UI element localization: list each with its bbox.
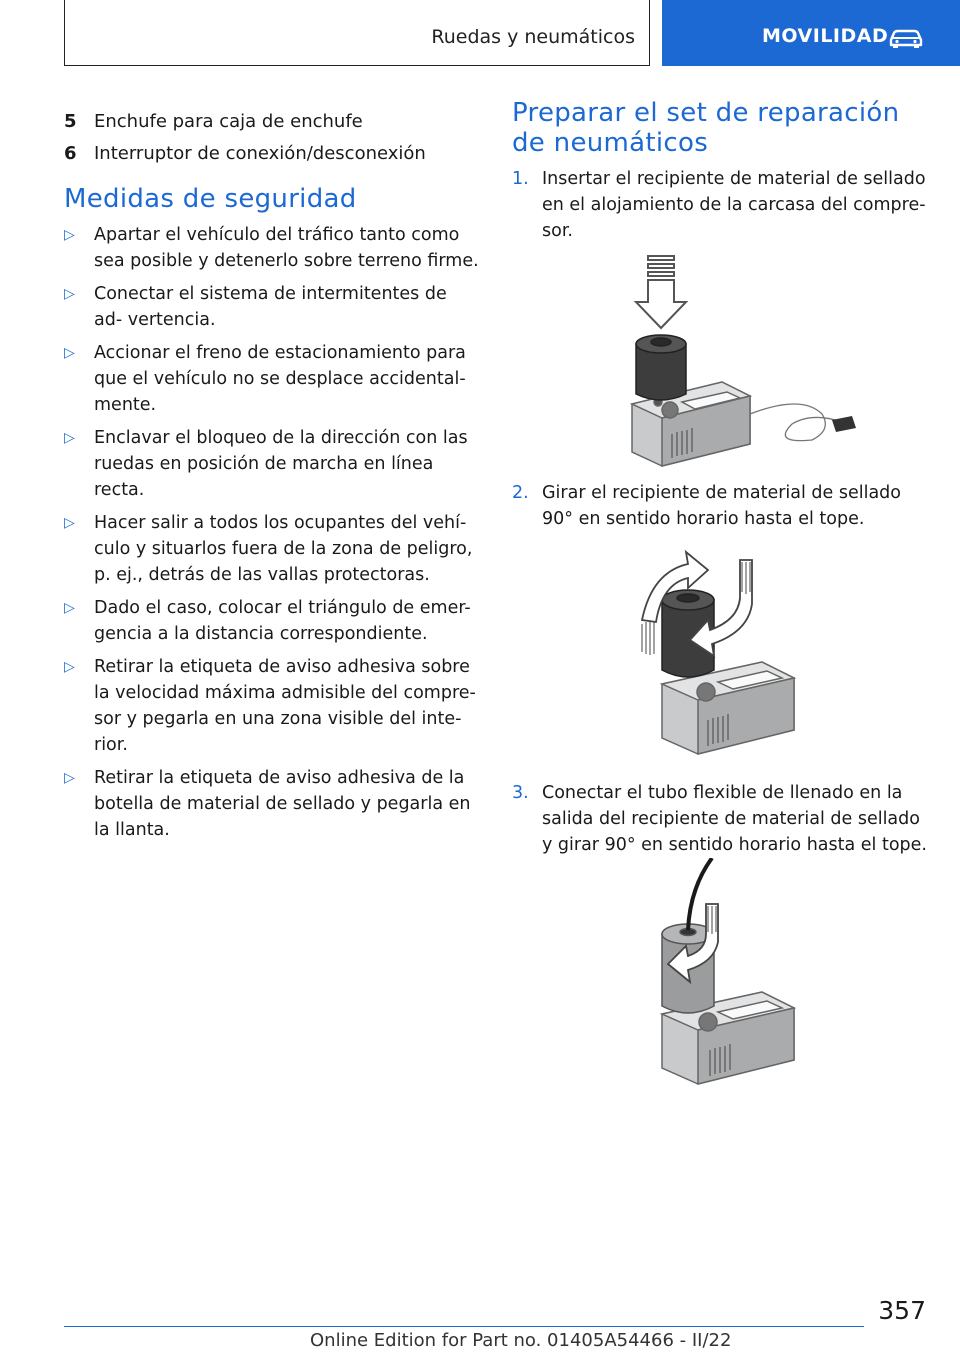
triangle-right-icon: ▷ [64, 345, 75, 361]
figure-rotate-sealant [512, 532, 932, 772]
step-item [512, 166, 932, 244]
illustration-connect-hose [512, 858, 932, 1088]
list-item [64, 222, 480, 274]
car-icon [888, 26, 924, 48]
list-item [64, 595, 480, 647]
triangle-right-icon: ▷ [64, 430, 75, 446]
prepare-heading: Preparar el set de reparación de neumáticos [512, 98, 900, 158]
step-item [512, 480, 932, 532]
list-item-text: Accionar el freno de estacionamiento para que el vehículo no se desplace accidental- mente. [94, 343, 466, 415]
list-item-text: Retirar la etiqueta de aviso adhesiva sobre la velocidad máxima admisible del compre- sor y pegarla en una zona visible del inte- rior. [94, 657, 476, 755]
list-item-text: Retirar la etiqueta de aviso adhesiva de la botella de material de sellado y pegarla en la llanta. [94, 768, 471, 840]
section-title-box [64, 0, 650, 66]
right-column [512, 98, 932, 1088]
list-item-text: Dado el caso, colocar el triángulo de emer- gencia a la distancia correspondiente. [94, 598, 471, 644]
illustration-rotate-sealant [512, 532, 932, 772]
edition-text: Online Edition for Part no. 01405A54466 - II/22 [310, 1330, 732, 1351]
figure-insert-sealant [512, 244, 932, 472]
illustration-insert-sealant [512, 244, 932, 472]
safety-heading: Medidas de seguridad [64, 184, 357, 214]
list-item [64, 138, 480, 170]
left-column [64, 106, 480, 850]
list-item-number: 6 [64, 143, 77, 164]
list-item [64, 425, 480, 503]
list-item [64, 510, 480, 588]
step-text: Conectar el tubo flexible de llenado en la salida del recipiente de material de sellado y girar 90° en sentido horario hasta el tope. [542, 783, 927, 855]
list-item-number: 5 [64, 111, 77, 132]
list-item-text: Enclavar el bloqueo de la dirección con las ruedas en posición de marcha en línea recta. [94, 428, 468, 500]
triangle-right-icon: ▷ [64, 227, 75, 243]
page-number: 357 [878, 1296, 926, 1325]
steps-list [512, 166, 932, 1088]
list-item [64, 106, 480, 138]
triangle-right-icon: ▷ [64, 770, 75, 786]
triangle-right-icon: ▷ [64, 286, 75, 302]
step-number: 1. [512, 169, 529, 189]
parts-list [64, 106, 480, 170]
list-item-text: Interruptor de conexión/desconexión [94, 143, 426, 164]
list-item-text: Apartar el vehículo del tráfico tanto como sea posible y detenerlo sobre terreno firme. [94, 225, 479, 271]
footer-divider [64, 1326, 864, 1327]
step-item [512, 780, 932, 858]
safety-list [64, 222, 480, 843]
list-item [64, 654, 480, 758]
list-item [64, 281, 480, 333]
chapter-tab[interactable] [662, 0, 960, 66]
triangle-right-icon: ▷ [64, 515, 75, 531]
list-item-text: Enchufe para caja de enchufe [94, 111, 363, 132]
list-item [64, 765, 480, 843]
section-title: Ruedas y neumáticos [431, 26, 635, 48]
step-text: Insertar el recipiente de material de sellado en el alojamiento de la carcasa del compre- sor. [542, 169, 926, 241]
step-number: 3. [512, 783, 529, 803]
step-number: 2. [512, 483, 529, 503]
chapter-tab-label: MOVILIDAD [762, 25, 889, 47]
figure-connect-hose [512, 858, 932, 1088]
triangle-right-icon: ▷ [64, 659, 75, 675]
list-item-text: Conectar el sistema de intermitentes de ad- vertencia. [94, 284, 447, 330]
list-item [64, 340, 480, 418]
page-header [0, 0, 960, 66]
triangle-right-icon: ▷ [64, 600, 75, 616]
list-item-text: Hacer salir a todos los ocupantes del vehí- culo y situarlos fuera de la zona de peligro, p. ej., detrás de las vallas protectoras. [94, 513, 473, 585]
step-text: Girar el recipiente de material de sellado 90° en sentido horario hasta el tope. [542, 483, 901, 529]
